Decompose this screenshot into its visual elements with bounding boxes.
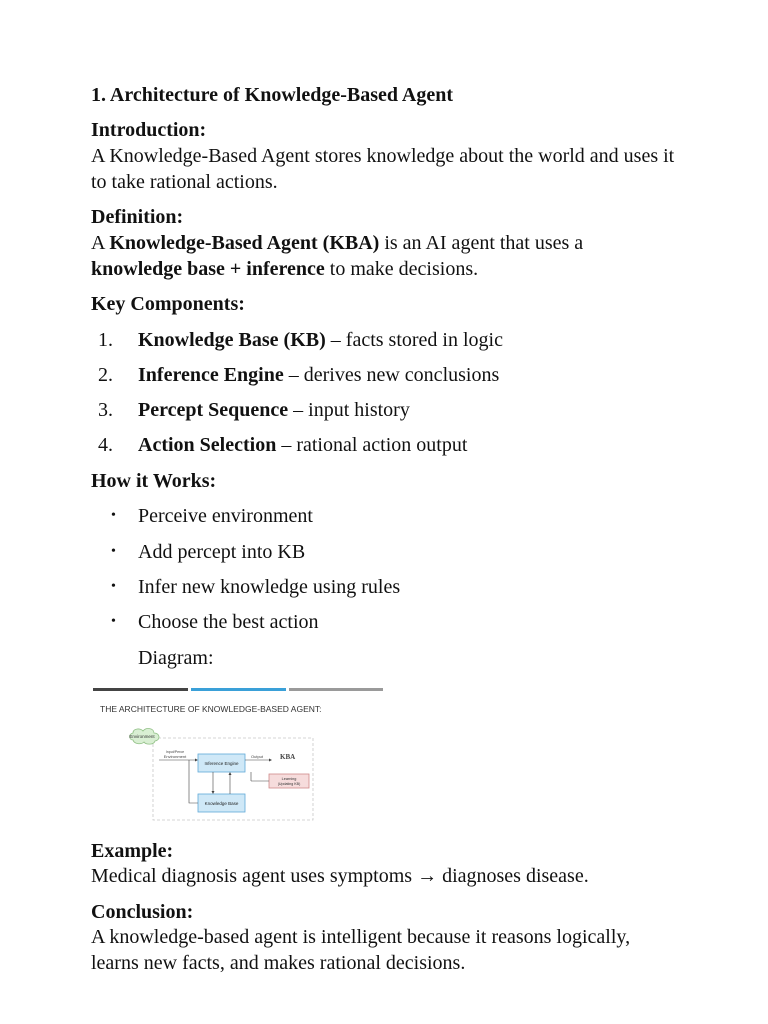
- component-desc: – derives new conclusions: [283, 364, 500, 386]
- kba-label: KBA: [280, 753, 296, 761]
- inference-to-kb-head-icon: [212, 791, 215, 794]
- architecture-diagram: [91, 688, 383, 828]
- key-components-heading: Key Components:: [91, 293, 245, 315]
- example-text: Medical diagnosis agent uses symptoms → diagnoses disease.: [91, 865, 589, 887]
- component-desc: – input history: [288, 399, 410, 421]
- list-item-text: Perceive environment: [138, 505, 313, 527]
- component-term: Inference Engine: [138, 364, 284, 386]
- definition-pre: A: [91, 232, 110, 254]
- list-item-text: Infer new knowledge using rules: [138, 576, 401, 598]
- bullet: •: [111, 579, 116, 594]
- input-label-2: Environment: [163, 754, 187, 759]
- input-arrow-head-icon: [195, 759, 198, 762]
- input-label-1: Input/Perce: [165, 750, 185, 754]
- list-number: 2.: [98, 364, 113, 386]
- diagram-svg: [91, 688, 383, 828]
- list-number: 4.: [98, 434, 113, 456]
- kb-to-inference-head-icon: [229, 772, 232, 775]
- definition-heading: Definition:: [91, 206, 184, 228]
- page-title: 1. Architecture of Knowledge-Based Agent: [91, 84, 454, 106]
- definition-term-kba: Knowledge-Based Agent (KBA): [109, 232, 380, 254]
- example-heading: Example:: [91, 840, 174, 862]
- bullet: •: [111, 544, 116, 559]
- inference-engine-label: Inference Engine: [204, 761, 239, 766]
- component-desc: – rational action output: [276, 434, 468, 456]
- definition-mid: is an AI agent that uses a: [379, 232, 584, 254]
- knowledge-base-label: Knowledge Base: [204, 801, 239, 806]
- diagram-title: THE ARCHITECTURE OF KNOWLEDGE-BASED AGENT:: [100, 704, 322, 714]
- environment-label: Environment: [129, 734, 155, 739]
- component-term: Percept Sequence: [138, 399, 289, 421]
- kb-feedback-line: [189, 760, 198, 803]
- definition-post: to make decisions.: [324, 258, 479, 280]
- output-arrow-head-icon: [269, 759, 272, 762]
- component-desc: – facts stored in logic: [325, 329, 503, 351]
- definition-text: [91, 230, 711, 282]
- learning-label: Learning: [281, 777, 297, 781]
- list-item-text: Choose the best action: [138, 611, 319, 633]
- how-it-works-heading: How it Works:: [91, 470, 217, 492]
- diagram-label: Diagram:: [138, 647, 214, 669]
- component-term: Action Selection: [138, 434, 277, 456]
- list-number: 1.: [98, 329, 113, 351]
- introduction-text: A Knowledge-Based Agent stores knowledge about the world and uses it to take rational actions.: [91, 145, 675, 193]
- component-term: Knowledge Base (KB): [138, 329, 326, 351]
- definition-term-kb-inference: knowledge base + inference: [91, 258, 325, 280]
- list-item-text: Add percept into KB: [138, 541, 306, 563]
- bullet: •: [111, 614, 116, 629]
- introduction-heading: Introduction:: [91, 119, 207, 141]
- conclusion-text: A knowledge-based agent is intelligent because it reasons logically, learns new facts, and makes rational decisions.: [91, 926, 631, 974]
- list-number: 3.: [98, 399, 113, 421]
- bullet: •: [111, 508, 116, 523]
- output-label: Output: [251, 754, 264, 759]
- learning-sub-label: (Updating KB): [277, 782, 301, 786]
- conclusion-heading: Conclusion:: [91, 901, 194, 923]
